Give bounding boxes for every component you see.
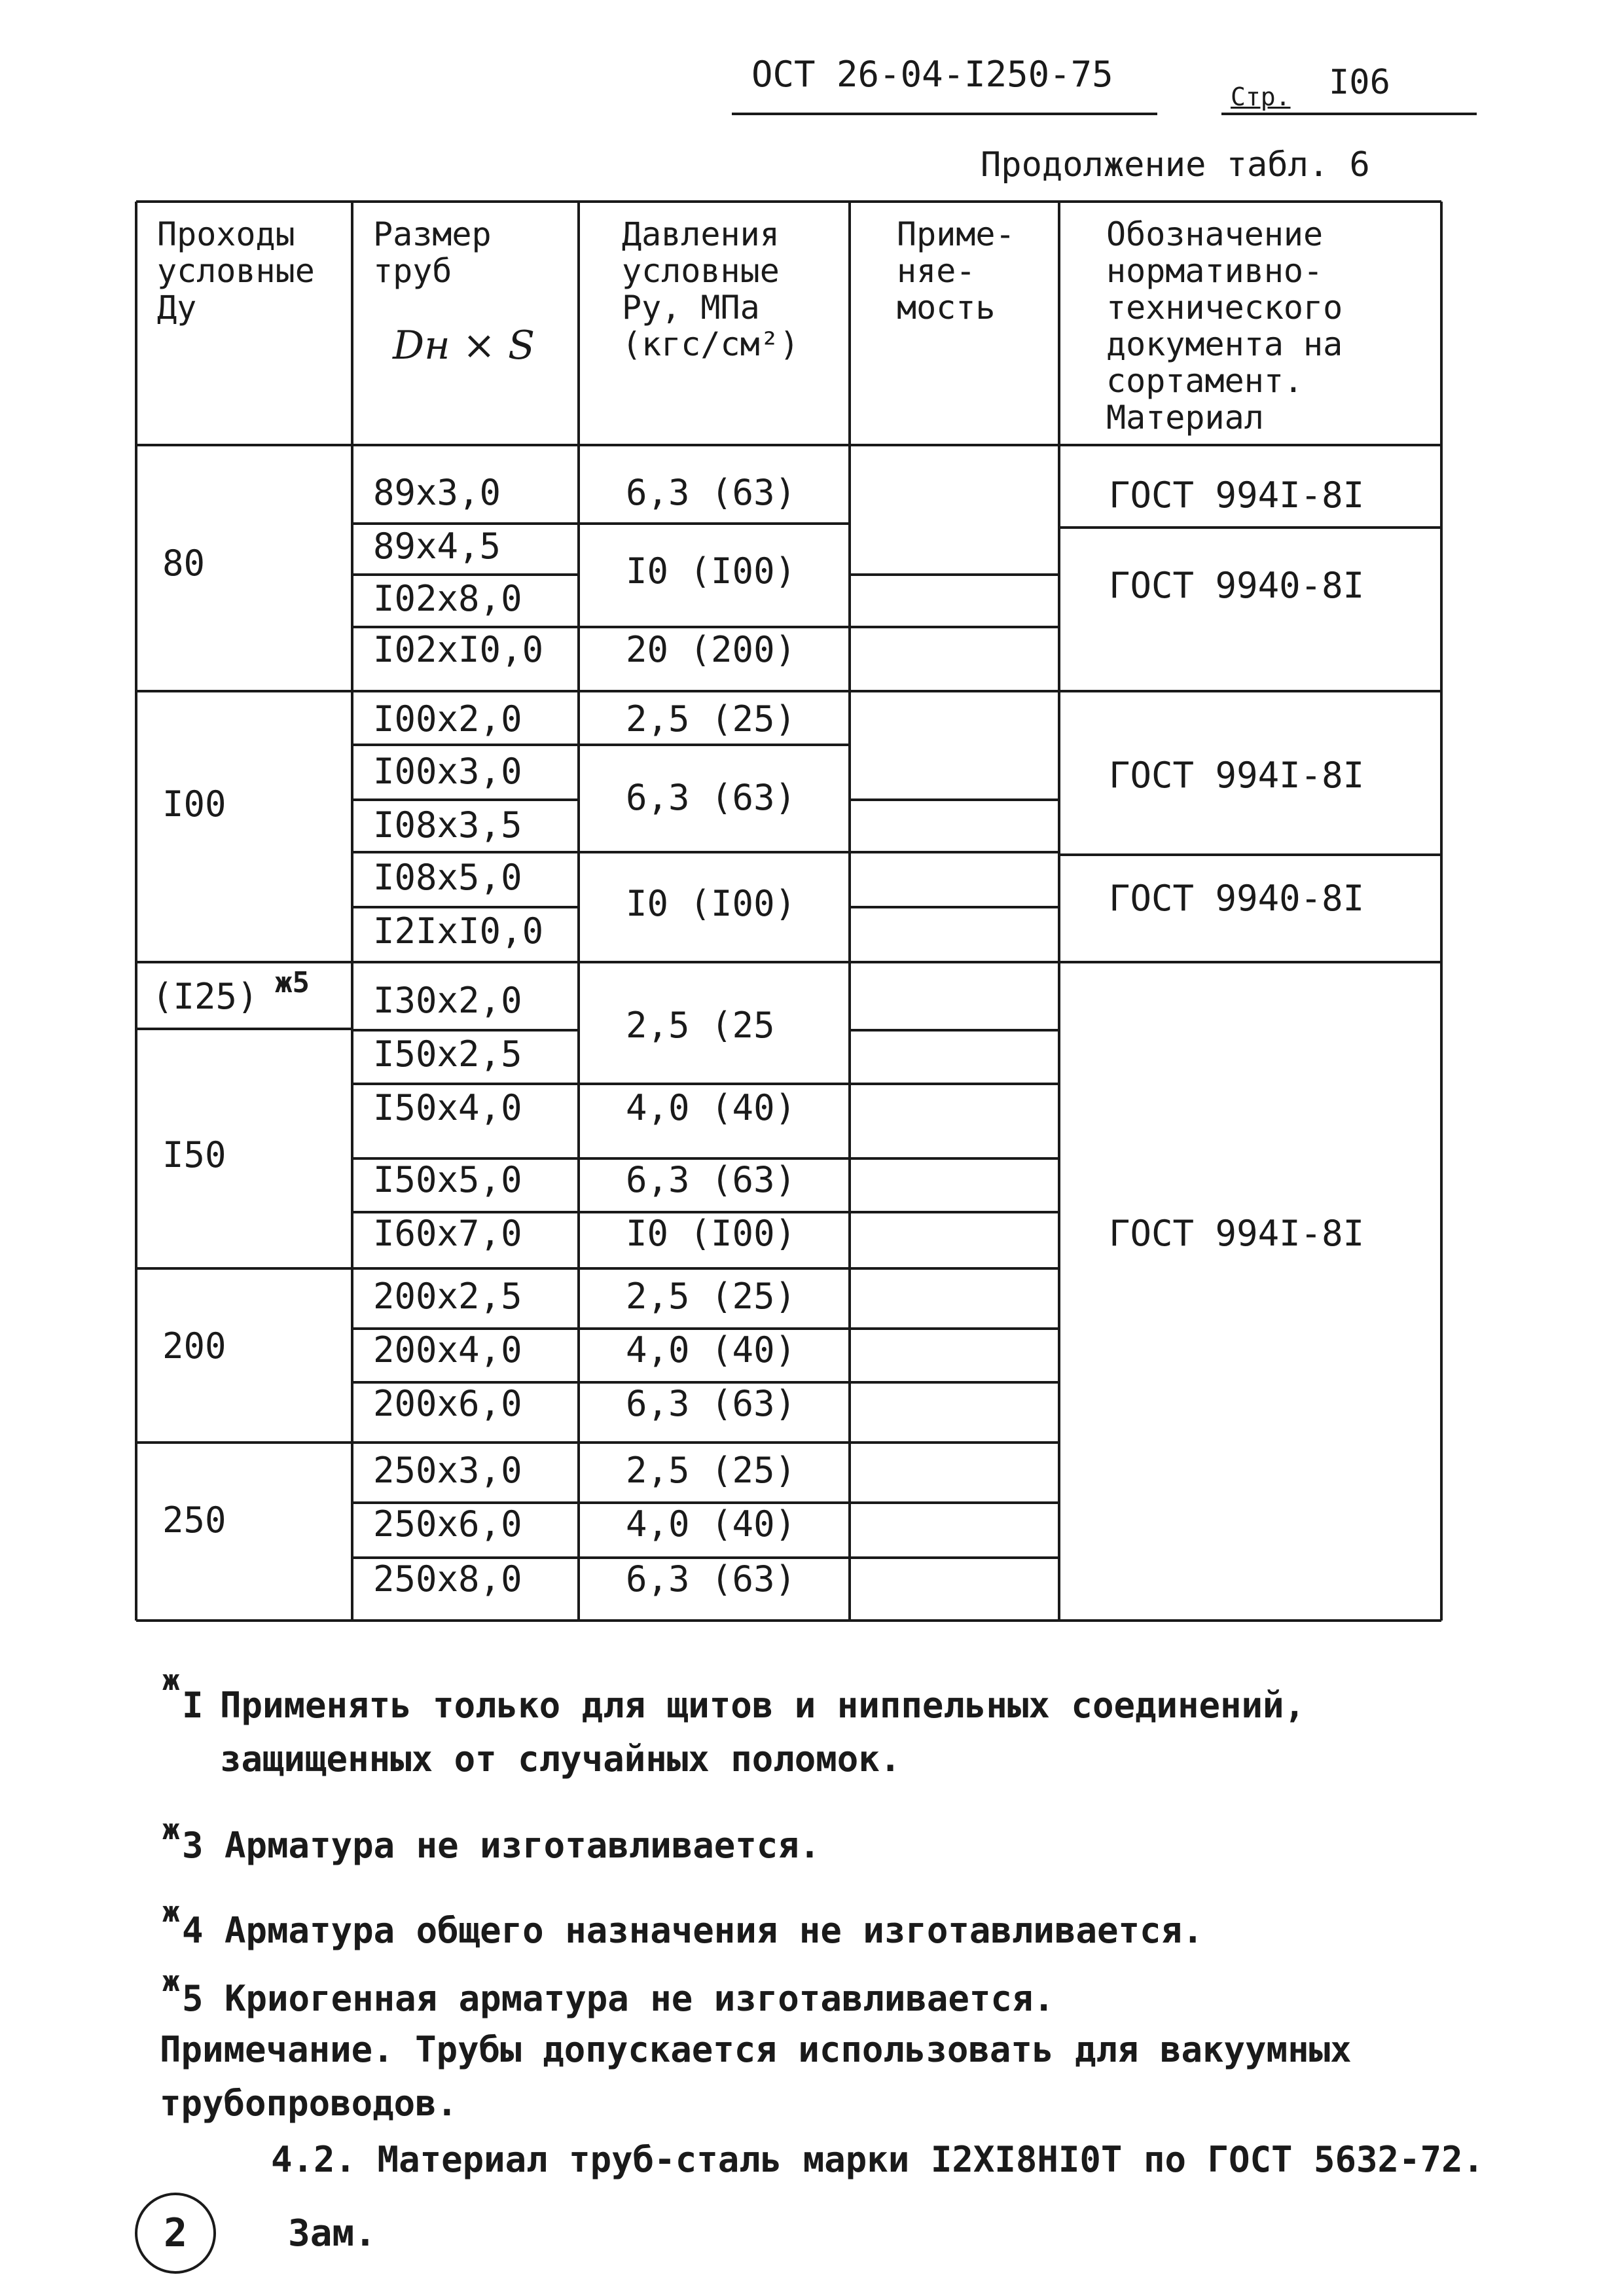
size-cell: I08x5,0 [373,857,522,898]
header-applicability: Приме- няе- мость [897,215,1015,327]
footnote-mark-1: ж [162,1664,180,1697]
pressure-cell: 4,0 (40) [626,1503,797,1545]
pressure-cell: 4,0 (40) [626,1329,797,1371]
du-cell: (I25) [152,976,259,1017]
footnote-mark-4: ж [162,1895,180,1929]
pressure-cell: 4,0 (40) [626,1087,797,1128]
size-cell: 89x3,0 [373,472,501,513]
header-pressure: Давления условные Ру, МПа (кгс/см²) [622,215,799,363]
size-cell: 250x6,0 [373,1503,522,1545]
document-code: ОСТ 26-04-I250-75 [751,54,1113,95]
pressure-cell: 6,3 (63) [626,1159,797,1200]
change-number-circle: 2 [135,2193,216,2274]
remark-line-2: трубопроводов. [160,2083,458,2124]
pressure-cell: 2,5 (25) [626,1276,797,1317]
page-label: Стр. [1231,82,1291,111]
du-cell: 80 [162,543,206,584]
footnote-1-number: I [182,1685,204,1726]
size-cell: I30x2,0 [373,980,522,1021]
footnote-mark-3: ж [162,1813,180,1846]
size-cell: I60x7,0 [373,1213,522,1254]
material-clause: 4.2. Материал труб-сталь марки I2XI8HI0T по ГОСТ 5632-72. [271,2139,1485,2180]
table-continuation-caption: Продолжение табл. 6 [981,145,1370,185]
size-cell: I08x3,5 [373,804,522,846]
header-pipe-size: Размер труб [373,215,492,290]
du-cell: 200 [162,1325,226,1367]
pressure-cell: 6,3 (63) [626,777,797,818]
standard-cell: ГОСТ 9940-8I [1109,878,1365,919]
footnote-1-line-1: Применять только для щитов и ниппельных соединений, [220,1685,1306,1726]
header-du: Проходы условные Ду [157,215,315,327]
pressure-cell: 2,5 (25) [626,698,797,740]
size-cell: I02x8,0 [373,578,522,619]
pressure-cell: 2,5 (25 [626,1005,775,1046]
footnote-5: 5 Криогенная арматура не изготавливается. [182,1978,1055,2019]
du-cell: 250 [162,1499,226,1541]
footnote-3: 3 Арматура не изготавливается. [182,1825,821,1866]
footnote-1-line-2: защищенных от случайных поломок. [220,1738,901,1780]
page-number: I06 [1329,63,1390,102]
footnote-4: 4 Арматура общего назначения не изготавливается. [182,1910,1204,1951]
du-cell: I50 [162,1134,226,1175]
pressure-cell: I0 (I00) [626,1213,797,1254]
size-cell: I00x3,0 [373,751,522,792]
remark-line-1: Примечание. Трубы допускается использовать для вакуумных [160,2029,1352,2070]
standard-cell: ГОСТ 994I-8I [1109,755,1365,796]
size-cell: 250x8,0 [373,1558,522,1600]
size-cell: 200x4,0 [373,1329,522,1371]
size-cell: 89x4,5 [373,526,501,567]
size-cell: 200x6,0 [373,1383,522,1424]
size-cell: I02xI0,0 [373,629,544,670]
pressure-cell: 6,3 (63) [626,1558,797,1600]
size-cell: I2IxI0,0 [373,910,544,952]
replacement-mark: Зам. [288,2212,376,2255]
size-cell: 200x2,5 [373,1276,522,1317]
pressure-cell: 20 (200) [626,629,797,670]
pressure-cell: I0 (I00) [626,883,797,924]
header-standard: Обозначение нормативно- технического документа на сортамент. Материал [1106,215,1343,437]
size-cell: I50x4,0 [373,1087,522,1128]
standard-cell: ГОСТ 9940-8I [1109,565,1365,606]
pressure-cell: 6,3 (63) [626,472,797,513]
du-cell: I00 [162,783,226,825]
footnote-mark-5: ж [162,1965,180,1998]
pressure-cell: I0 (I00) [626,550,797,592]
size-cell: I50x5,0 [373,1159,522,1200]
pressure-cell: 6,3 (63) [626,1383,797,1424]
du-footnote-mark: ж5 [275,966,310,999]
pressure-cell: 2,5 (25) [626,1450,797,1491]
size-cell: 250x3,0 [373,1450,522,1491]
header-size-formula: Dн × S [393,323,535,368]
standard-cell: ГОСТ 994I-8I [1109,1213,1365,1254]
size-cell: I00x2,0 [373,698,522,740]
size-cell: I50x2,5 [373,1033,522,1075]
standard-cell: ГОСТ 994I-8I [1109,475,1365,516]
